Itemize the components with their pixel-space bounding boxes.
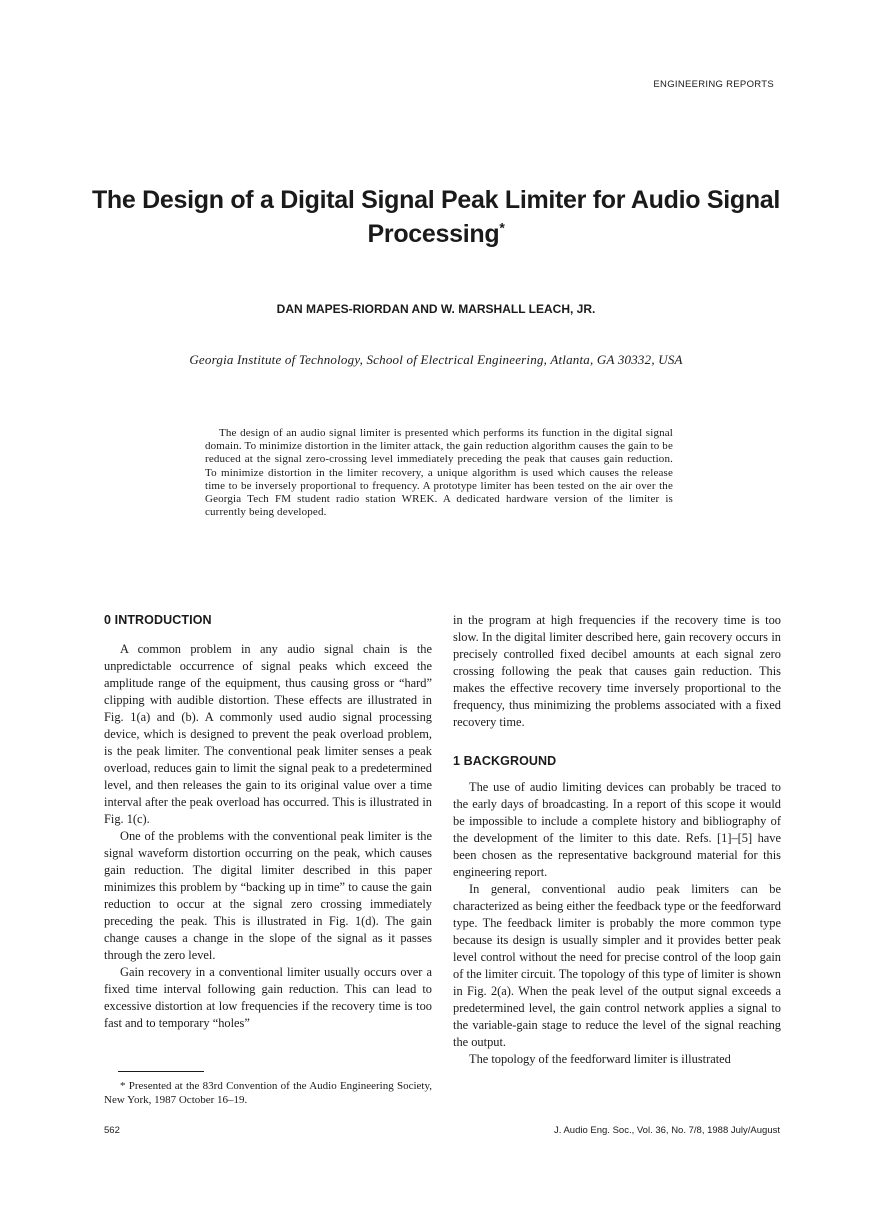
right-column: [453, 612, 781, 1068]
intro-paragraph-continued: in the program at high frequencies if the recovery time is too slow. In the digital limiter described here, gain recovery occurs in precisely controlled fixed decibel amounts at each signal zero crossing following the peak that causes gain reduction. This makes the effective recovery time inversely proportional to the frequency, thus minimizing the problems associated with a fixed recovery time.: [453, 613, 781, 729]
title-footnote-marker: *: [499, 219, 505, 236]
section-heading-introduction: 0 INTRODUCTION: [104, 613, 212, 627]
footnote: * Presented at the 83rd Convention of the Audio Engineering Society, New York, 1987 October 16–19.: [104, 1080, 432, 1106]
running-head: ENGINEERING REPORTS: [653, 79, 774, 90]
intro-paragraph: A common problem in any audio signal chain is the unpredictable occurrence of signal peaks which exceed the amplitude range of the equipment, thus causing gross or “hard” clipping with audible distortion. These effects are illustrated in Fig. 1(a) and (b). A commonly used audio signal processing device, which is designed to prevent the peak overload problem, is the peak limiter. The conventional peak limiter senses a peak overload, reduces gain to limit the signal peak to a predetermined level, and then releases the gain to its original value over a time interval after the peak overload has occurred. This is illustrated in Fig. 1(c).: [104, 642, 432, 826]
background-paragraph: The topology of the feedforward limiter is illustrated: [469, 1052, 731, 1066]
left-column: [104, 612, 432, 1032]
authors: DAN MAPES-RIORDAN AND W. MARSHALL LEACH, JR.: [276, 302, 596, 316]
journal-reference: J. Audio Eng. Soc., Vol. 36, No. 7/8, 1988 July/August: [553, 1125, 780, 1136]
section-heading-background: 1 BACKGROUND: [453, 754, 557, 768]
footnote-divider: [118, 1071, 204, 1072]
background-paragraph: In general, conventional audio peak limiters can be characterized as being either the feedback type or the feedforward type. The feedback limiter is probably the more common type because its design is usually simpler and it provides better peak level control without the need for precise control of the loop gain of the limiter circuit. The topology of this type of limiter is shown in Fig. 2(a). When the peak level of the output signal exceeds a predetermined level, the gain control network applies a signal to the variable-gain stage to reduce the level of the signal reaching the output.: [453, 882, 781, 1049]
paper-title: [60, 183, 812, 251]
abstract: The design of an audio signal limiter is presented which performs its function in the digital signal domain. To minimize distortion in the limiter attack, the gain reduction algorithm causes the gain to be reduced at the signal zero-crossing level immediately preceding the peak that causes gain reduction. To minimize distortion in the limiter recovery, a unique algorithm is used which causes the release time to be inversely proportional to frequency. A prototype limiter has been tested on the air over the Georgia Tech FM student radio station WREK. A dedicated hardware version of the limiter is currently being developed.: [205, 427, 673, 519]
intro-paragraph: Gain recovery in a conventional limiter usually occurs over a fixed time interval following gain reduction. This can lead to excessive distortion at low frequencies if the recovery time is too fast and to temporary “holes”: [104, 965, 432, 1030]
affiliation: Georgia Institute of Technology, School of Electrical Engineering, Atlanta, GA 30332, USA: [189, 352, 683, 367]
page-number: 562: [104, 1125, 120, 1136]
title-text: The Design of a Digital Signal Peak Limiter for Audio Signal Processing: [91, 186, 781, 248]
intro-paragraph: One of the problems with the conventional peak limiter is the signal waveform distortion occurring on the peak, which causes gain reduction. The digital limiter described in this paper minimizes this problem by “backing up in time” to cause the gain reduction to occur at the signal zero crossing immediately preceding the peak. This is illustrated in Fig. 1(d). The gain change causes a change in the slope of the signal as it passes through the zero level.: [104, 829, 432, 962]
background-paragraph: The use of audio limiting devices can probably be traced to the early days of broadcasting. In a report of this scope it would be impossible to include a complete history and bibliography of the development of the limiter to this date. Refs. [1]–[5] have been chosen as the representative background material for this engineering report.: [453, 780, 781, 879]
